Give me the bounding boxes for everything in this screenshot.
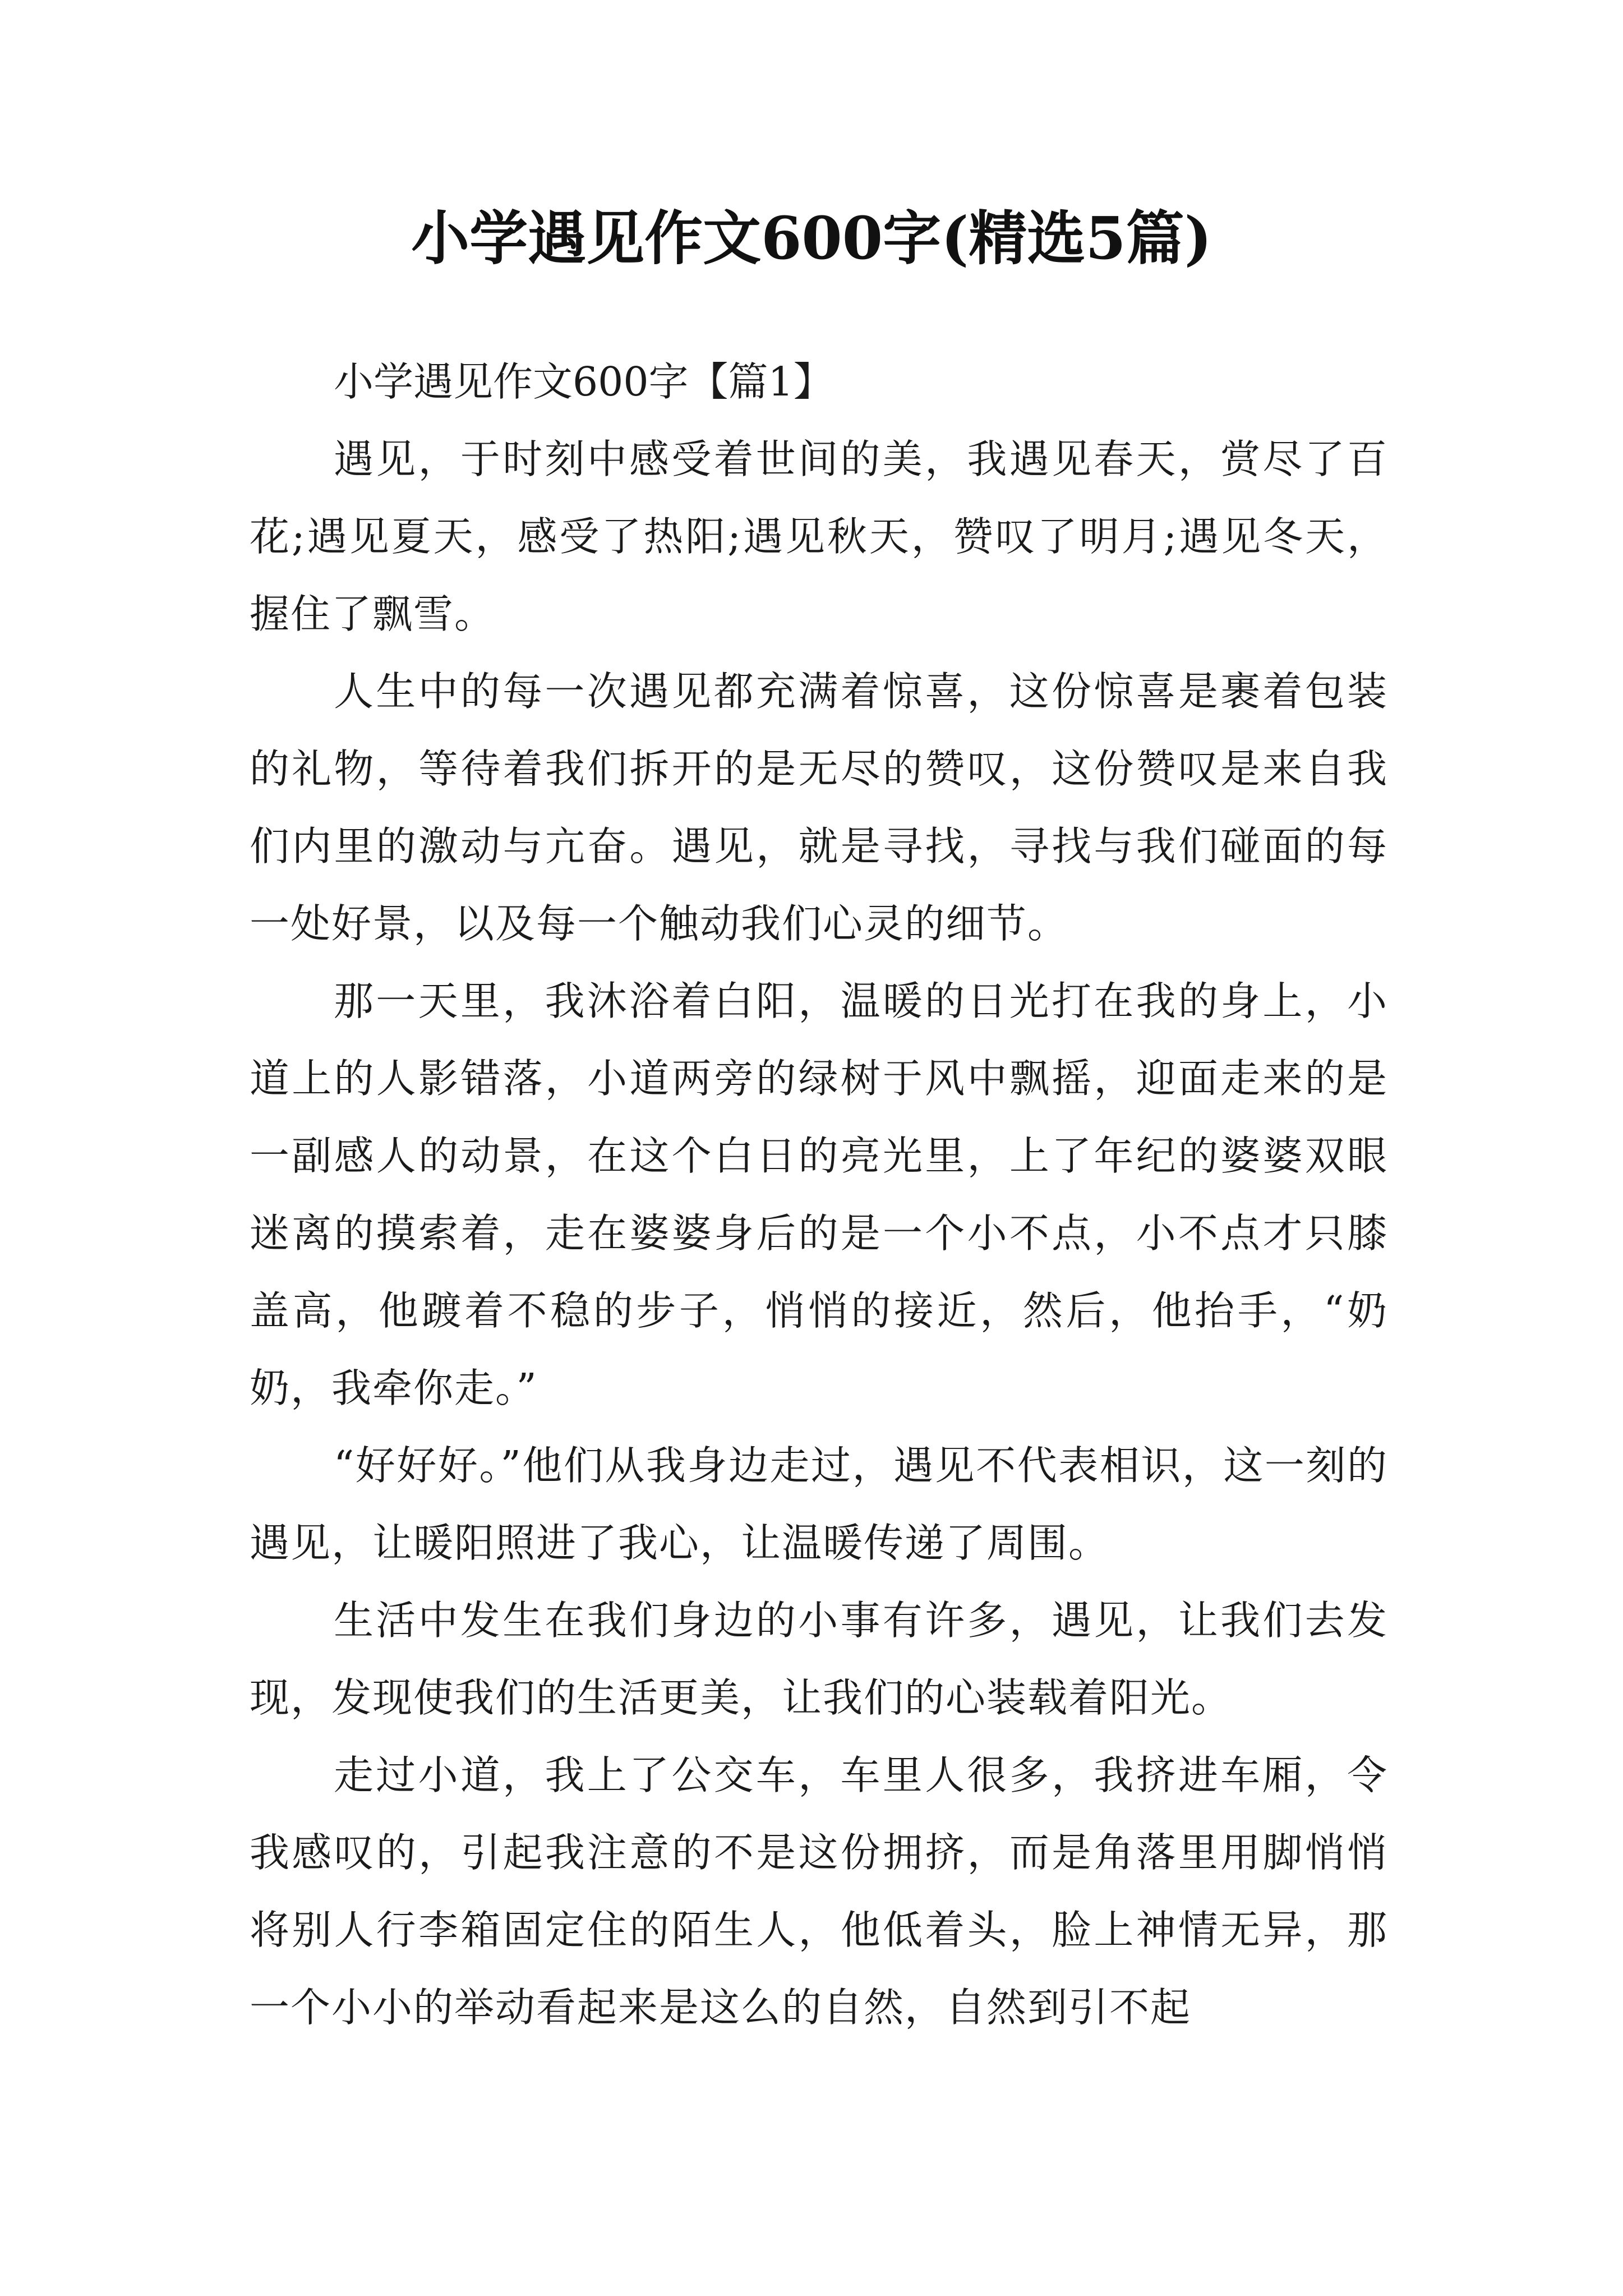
- paragraph-4: “好好好。”他们从我身边走过，遇见不代表相识，这一刻的遇见，让暖阳照进了我心，让温暖传递了周围。: [250, 1442, 1388, 1566]
- document-title: 小学遇见作文600字(精选5篇): [411, 204, 1212, 273]
- paragraph-1: 遇见，于时刻中感受着世间的美，我遇见春天，赏尽了百花;遇见夏天，感受了热阳;遇见秋天，赞叹了明月;遇见冬天，握住了飘雪。: [250, 436, 1388, 637]
- paragraph-6: 走过小道，我上了公交车，车里人很多，我挤进车厢，令我感叹的，引起我注意的不是这份拥挤，而是角落里用脚悄悄将别人行李箱固定住的陌生人，他低着头，脸上神情无异，那一个小小的举动看起来是这么的自然，自然到引不起: [250, 1752, 1388, 2031]
- document-body: [250, 343, 1388, 2046]
- paragraph-5: 生活中发生在我们身边的小事有许多，遇见，让我们去发现，发现使我们的生活更美，让我们的心装载着阳光。: [250, 1597, 1388, 1721]
- section-heading: 小学遇见作文600字【篇1】: [334, 358, 833, 405]
- paragraph-2: 人生中的每一次遇见都充满着惊喜，这份惊喜是裹着包装的礼物，等待着我们拆开的是无尽的赞叹，这份赞叹是来自我们内里的激动与亢奋。遇见，就是寻找，寻找与我们碰面的每一处好景，以及每一个触动我们心灵的细节。: [250, 668, 1388, 947]
- paragraph-3: 那一天里，我沐浴着白阳，温暖的日光打在我的身上，小道上的人影错落，小道两旁的绿树于风中飘摇，迎面走来的是一副感人的动景，在这个白日的亮光里，上了年纪的婆婆双眼迷离的摸索着，走在婆婆身后的是一个小不点，小不点才只膝盖高，他踱着不稳的步子，悄悄的接近，然后，他抬手，“奶奶，我牵你走。”: [250, 978, 1388, 1411]
